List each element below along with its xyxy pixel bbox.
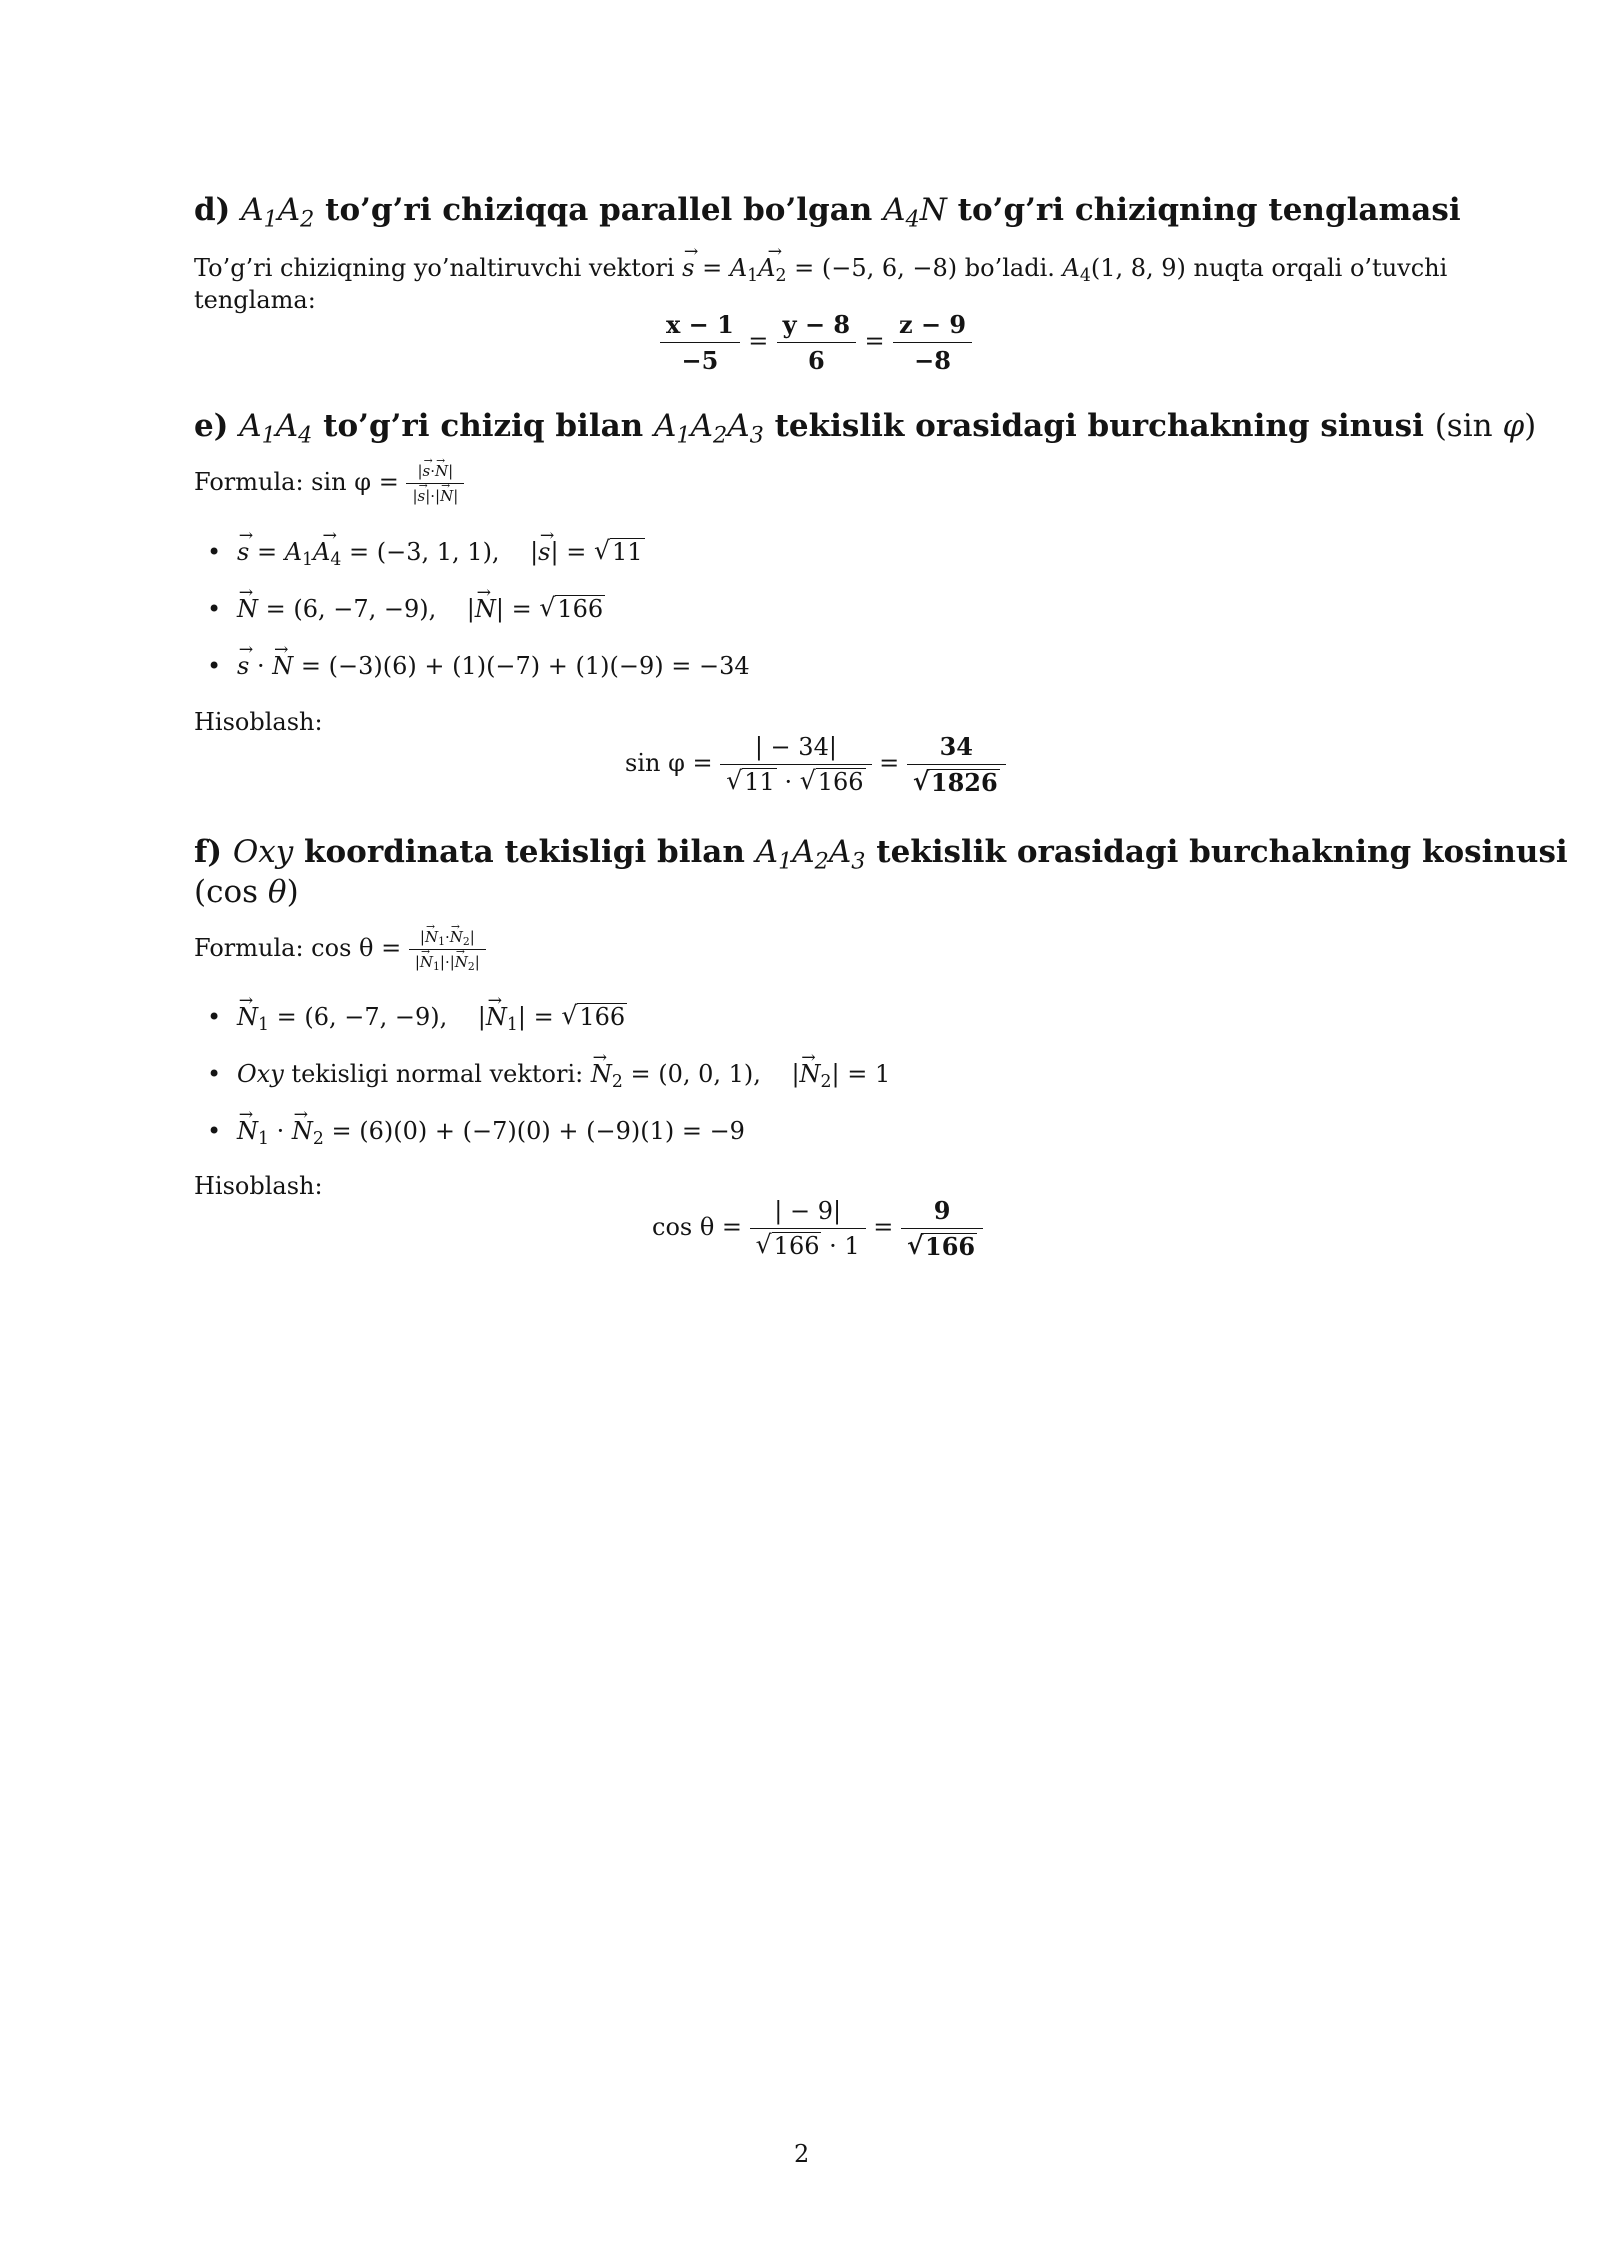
line-equation: $\frac{x - 1}{-5}$ = $\frac{y - 8}{6}$ = $\frac{z - 9}{-8}$ bbox=[660, 310, 972, 375]
page-number: 2 bbox=[794, 2140, 810, 2168]
section-f-heading-line2: (cos θ) bbox=[194, 874, 299, 910]
sin-calculation: sin φ = | − 34| √ 11 · √ 166 = 34 √ 1826 bbox=[625, 732, 1006, 797]
calc-label-f: Hisoblash: bbox=[194, 1172, 323, 1200]
cos-calculation: cos θ = | − 9| √ 166 · 1 = 9 √ 166 bbox=[652, 1196, 983, 1261]
bullet-n-vector: • → N = (6, −7, −9), |→ N| = √ 166 bbox=[237, 595, 605, 623]
bullet-dot-product: • → s · → N = (−3)(6) + (1)(−7) + (1)(−9) = −34 bbox=[237, 652, 750, 680]
section-d-heading: d) $A_1A_2$ to’g’ri chiziqqa parallel bo’lgan $A_4N$ to’g’ri chiziqning tenglamasi bbox=[194, 192, 1461, 233]
bullet-n2-vector: • Oxy tekisligi normal vektori: → $N_2 = (0$, 0, 1), |→ $N_2| = 1$ bbox=[237, 1060, 890, 1088]
formula-sin: Formula: sin φ = $\frac{|\to s\cdot\to N|}{|\to s|\cdot|\to N|}$ bbox=[194, 462, 464, 505]
section-d-line1: To’g’ri chiziqning yo’naltiruvchi vektori → $s = A_1\to A_2 = (-5$, 6, −8) bo’ladi. $A_4(1$, 8, 9) nuqta orqali o’tuvchi bbox=[194, 254, 1447, 282]
section-f-heading: f) Oxy koordinata tekisligi bilan $A_1A_2A_3$ tekislik orasidagi burchakning kosinusi bbox=[194, 834, 1568, 875]
calc-label-e: Hisoblash: bbox=[194, 708, 323, 736]
section-d-line2: tenglama: bbox=[194, 286, 316, 314]
bullet-s-vector: • → $s = A_1\to A_4 = (-3$, 1, 1), |→ s| = √ 11 bbox=[237, 538, 645, 566]
bullet-n1-vector: • → $N_1 = (6$, −7, −9), |→ $N_1|$ = √ 166 bbox=[237, 1003, 627, 1031]
bullet-n1-n2-dot: • → $N_1$ · → $N_2 = (6)(0) + (-7)(0) + (-9)(1) = -9$ bbox=[237, 1117, 745, 1145]
section-e-heading: e) $A_1A_4$ to’g’ri chiziq bilan $A_1A_2A_3$ tekislik orasidagi burchakning sinusi (sin φ) bbox=[194, 408, 1537, 449]
formula-cos: Formula: cos θ = $\frac{|\to N_1\cdot\to N_2|}{|\to N_1|\cdot|\to N_2|}$ bbox=[194, 928, 486, 971]
